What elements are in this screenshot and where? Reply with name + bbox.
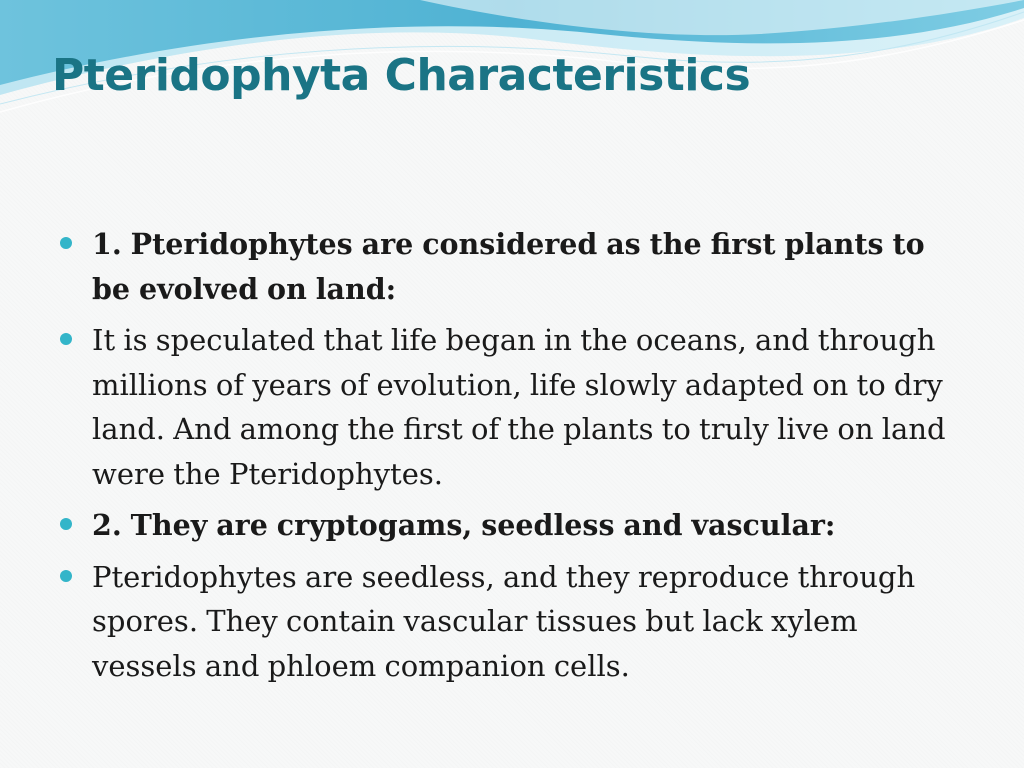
bullet-item: [60, 222, 960, 311]
bullet-item: [60, 503, 960, 548]
bullet-marker-icon: [60, 570, 72, 582]
bullet-list: [60, 222, 960, 695]
bullet-marker-icon: [60, 333, 72, 345]
bullet-text: Pteridophytes are seedless, and they reproduce through spores. They contain vascular tissues but lack xylem vessels and phloem companion cells.: [92, 559, 916, 683]
slide-title: Pteridophyta Characteristics: [52, 50, 751, 101]
bullet-text: 1. Pteridophytes are considered as the first plants to be evolved on land:: [92, 227, 925, 306]
bullet-item: [60, 318, 960, 496]
bullet-text: 2. They are cryptogams, seedless and vascular:: [92, 508, 836, 542]
bullet-text: It is speculated that life began in the oceans, and through millions of years of evolution, life slowly adapted on to dry land. And among the first of the plants to truly live on land were the Pteridophytes.: [92, 323, 946, 491]
bullet-marker-icon: [60, 518, 72, 530]
bullet-marker-icon: [60, 237, 72, 249]
bullet-item: [60, 555, 960, 689]
